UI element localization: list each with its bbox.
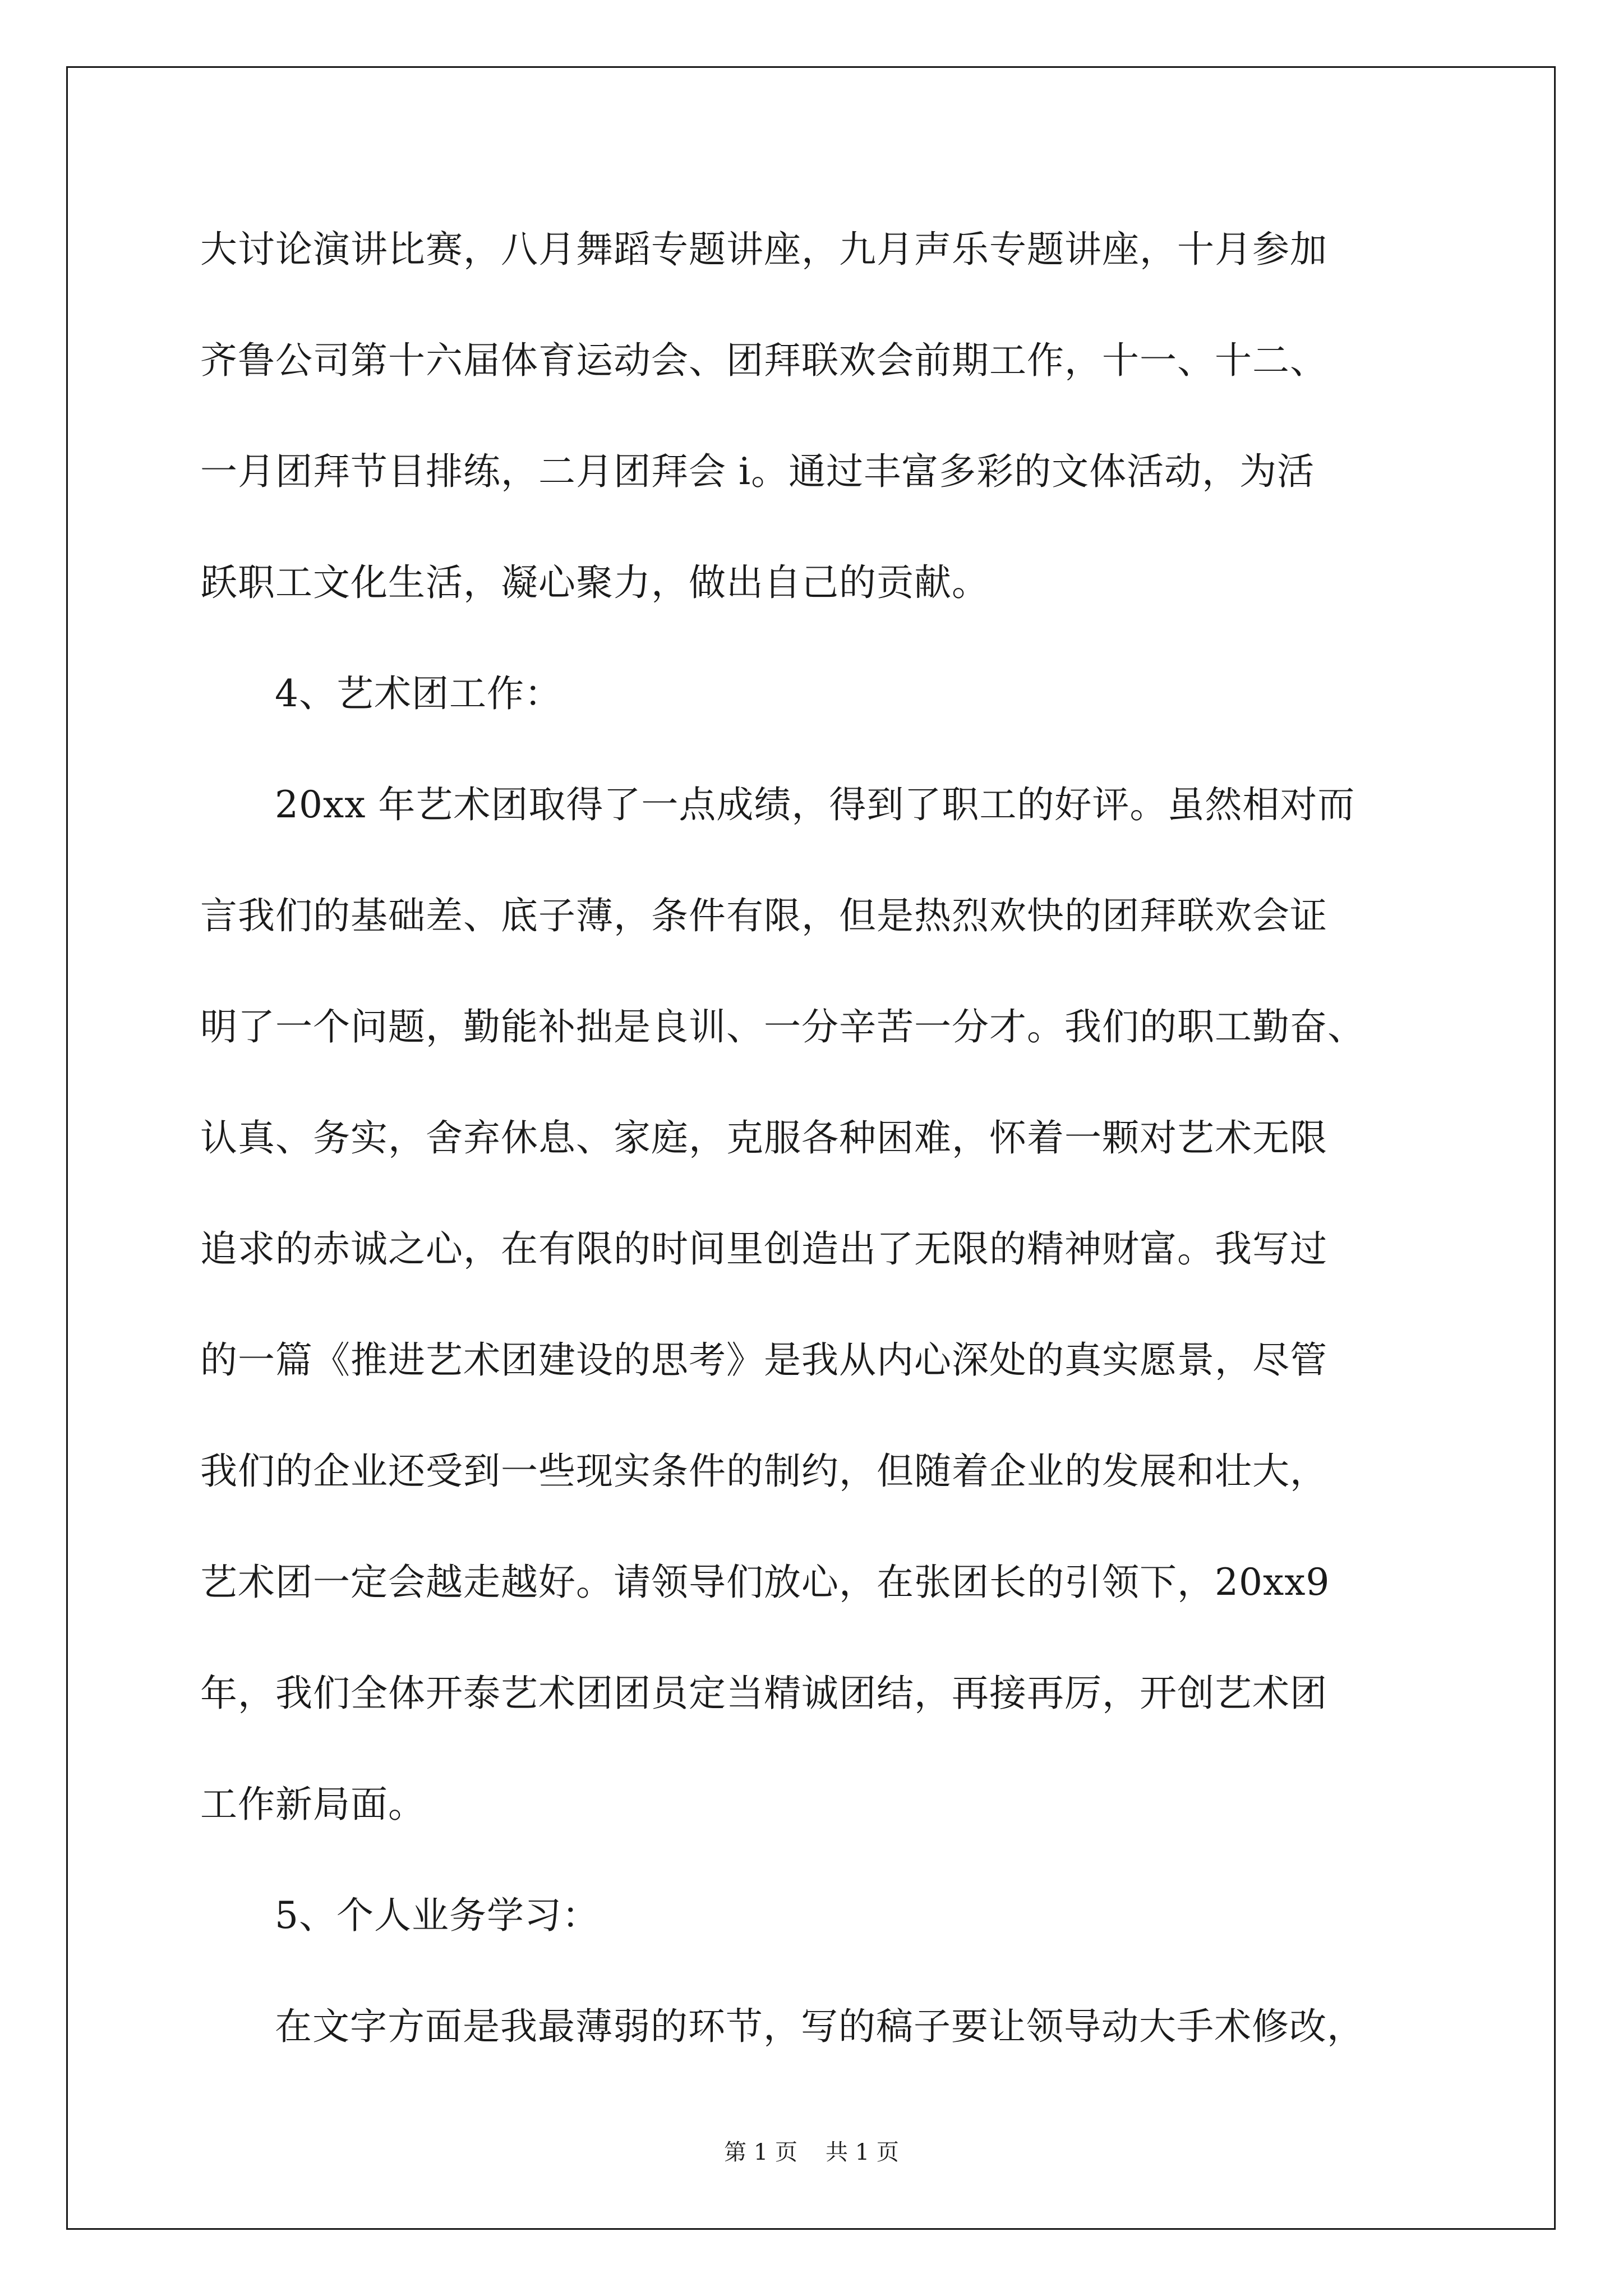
section-heading: 4、艺术团工作： xyxy=(275,672,562,715)
body-line: 艺术团一定会越走越好。请领导们放心，在张团长的引领下，20xx9 xyxy=(200,1561,1330,1604)
body-line: 年，我们全体开泰艺术团团员定当精诚团结，再接再厉，开创艺术团 xyxy=(200,1672,1327,1715)
body-line: 认真、务实，舍弃休息、家庭，克服各种困难，怀着一颗对艺术无限 xyxy=(200,1116,1327,1159)
body-line: 在文字方面是我最薄弱的环节，写的稿子要让领导动大手术修改， xyxy=(275,2005,1364,2048)
page-footer xyxy=(0,2134,1623,2166)
body-line: 的一篇《推进艺术团建设的思考》是我从内心深处的真实愿景，尽管 xyxy=(200,1338,1327,1382)
section-heading: 5、个人业务学习： xyxy=(275,1894,600,1937)
body-line: 明了一个问题，勤能补拙是良训、一分辛苦一分才。我们的职工勤奋、 xyxy=(200,1005,1365,1048)
body-line: 我们的企业还受到一些现实条件的制约，但随着企业的发展和壮大， xyxy=(200,1450,1327,1493)
body-line: 工作新局面。 xyxy=(200,1783,426,1826)
body-line: 20xx 年艺术团取得了一点成绩，得到了职工的好评。虽然相对而 xyxy=(275,783,1355,826)
page-number: 第 1 页 xyxy=(724,2139,797,2165)
body-line: 追求的赤诚之心，在有限的时间里创造出了无限的精神财富。我写过 xyxy=(200,1227,1327,1271)
page-total: 共 1 页 xyxy=(826,2139,899,2165)
body-line: 齐鲁公司第十六届体育运动会、团拜联欢会前期工作，十一、十二、 xyxy=(200,339,1327,382)
body-line: 言我们的基础差、底子薄，条件有限，但是热烈欢快的团拜联欢会证 xyxy=(200,894,1327,937)
body-line: 一月团拜节目排练，二月团拜会 i。通过丰富多彩的文体活动，为活 xyxy=(200,450,1315,493)
body-line: 跃职工文化生活，凝心聚力，做出自己的贡献。 xyxy=(200,561,989,604)
body-line: 大讨论演讲比赛，八月舞蹈专题讲座，九月声乐专题讲座，十月参加 xyxy=(200,228,1327,271)
